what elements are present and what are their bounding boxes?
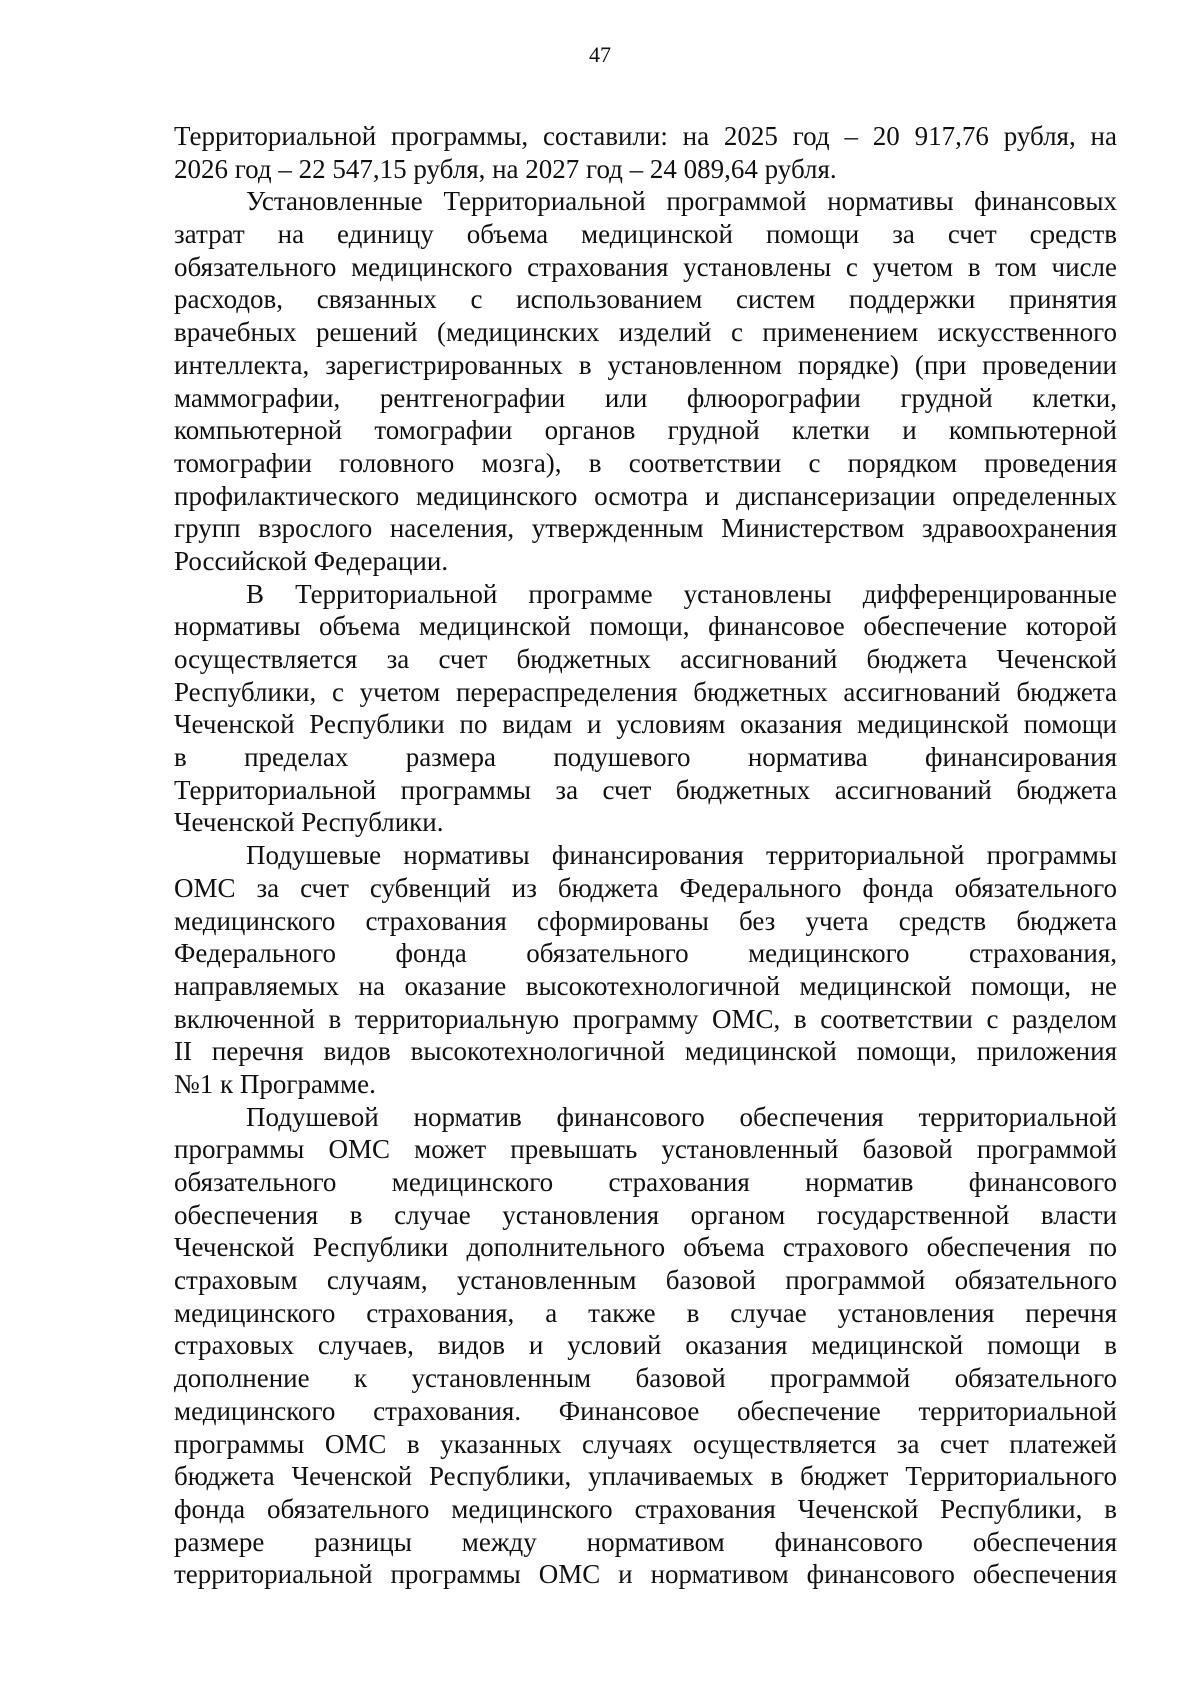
text-line: 2026 год – 22 547,15 рубля, на 2027 год – 24 089,64 рубля. [174,153,837,184]
text-line: расходов, связанных с использованием систем поддержки принятия [174,284,1117,315]
text-line: программы ОМС может превышать установленный базовой программой [174,1134,1117,1165]
text-line: интеллекта, зарегистрированных в установленном порядке) (при проведении [174,349,1117,380]
text-line: обязательного медицинского страхования норматив финансового [174,1167,1117,1197]
text-line: направляемых на оказание высокотехнологичной медицинской помощи, не [174,970,1117,1001]
text-line: №1 к Программе. [174,1068,376,1099]
text-line: Подушевые нормативы финансирования территориальной программы [246,840,1117,871]
text-line: Чеченской Республики по видам и условиям оказания медицинской помощи [174,709,1117,740]
text-line: бюджета Чеченской Республики, уплачиваемых в бюджет Территориального [174,1461,1117,1492]
text-line: территориальной программы ОМС и нормативом финансового обеспечения [174,1559,1117,1590]
text-line: Чеченской Республики. [174,807,444,838]
text-line: нормативы объема медицинской помощи, финансовое обеспечение которой [174,611,1117,642]
text-line: маммографии, рентгенографии или флюорографии грудной клетки, [174,382,1117,413]
text-line: Федерального фонда обязательного медицинского страхования, [174,938,1117,969]
text-line: ОМС за счет субвенций из бюджета Федерального фонда обязательного [174,872,1117,903]
page-number: 47 [589,42,611,67]
body-text [174,120,1117,1591]
text-line: Чеченской Республики дополнительного объема страхового обеспечения по [174,1232,1117,1263]
text-line: групп взрослого населения, утвержденным Министерством здравоохранения [174,513,1117,544]
text-line: страховым случаям, установленным базовой программой обязательного [174,1265,1117,1296]
text-line: Подушевой норматив финансового обеспечения территориальной [246,1101,1117,1132]
text-line: страховых случаев, видов и условий оказания медицинской помощи в [174,1330,1117,1361]
text-line: томографии головного мозга), в соответствии с порядком проведения [174,447,1117,478]
text-line: размере разницы между нормативом финансового обеспечения [174,1526,1117,1557]
text-line: осуществляется за счет бюджетных ассигнований бюджета Чеченской [174,644,1117,674]
text-line: Республики, с учетом перераспределения бюджетных ассигнований бюджета [174,676,1117,707]
text-line: медицинского страхования, а также в случае установления перечня [174,1297,1117,1328]
text-line: врачебных решений (медицинских изделий с применением искусственного [174,317,1117,348]
text-line: медицинского страхования. Финансовое обеспечение территориальной [174,1395,1117,1426]
text-line: Установленные Территориальной программой нормативы финансовых [246,186,1117,217]
text-line: в пределах размера подушевого норматива финансирования [174,742,1117,773]
text-line: профилактического медицинского осмотра и диспансеризации определенных [174,480,1117,511]
text-line: II перечня видов высокотехнологичной медицинской помощи, приложения [174,1036,1117,1067]
text-line: дополнение к установленным базовой программой обязательного [174,1363,1117,1394]
text-line: Российской Федерации. [174,545,449,576]
text-line: медицинского страхования сформированы без учета средств бюджета [174,905,1117,936]
text-line: Территориальной программы за счет бюджетных ассигнований бюджета [174,774,1117,805]
text-line: В Территориальной программе установлены дифференцированные [246,578,1117,609]
text-line: включенной в территориальную программу ОМС, в соответствии с разделом [174,1003,1117,1034]
text-line: Территориальной программы, составили: на 2025 год – 20 917,76 рубля, на [174,121,1117,151]
text-line: обязательного медицинского страхования установлены с учетом в том числе [174,251,1117,282]
text-line: программы ОМС в указанных случаях осуществляется за счет платежей [174,1428,1117,1459]
text-line: затрат на единицу объема медицинской помощи за счет средств [174,219,1117,250]
text-line: фонда обязательного медицинского страхования Чеченской Республики, в [174,1493,1117,1524]
text-line: компьютерной томографии органов грудной клетки и компьютерной [174,415,1117,446]
text-line: обеспечения в случае установления органом государственной власти [174,1199,1117,1230]
